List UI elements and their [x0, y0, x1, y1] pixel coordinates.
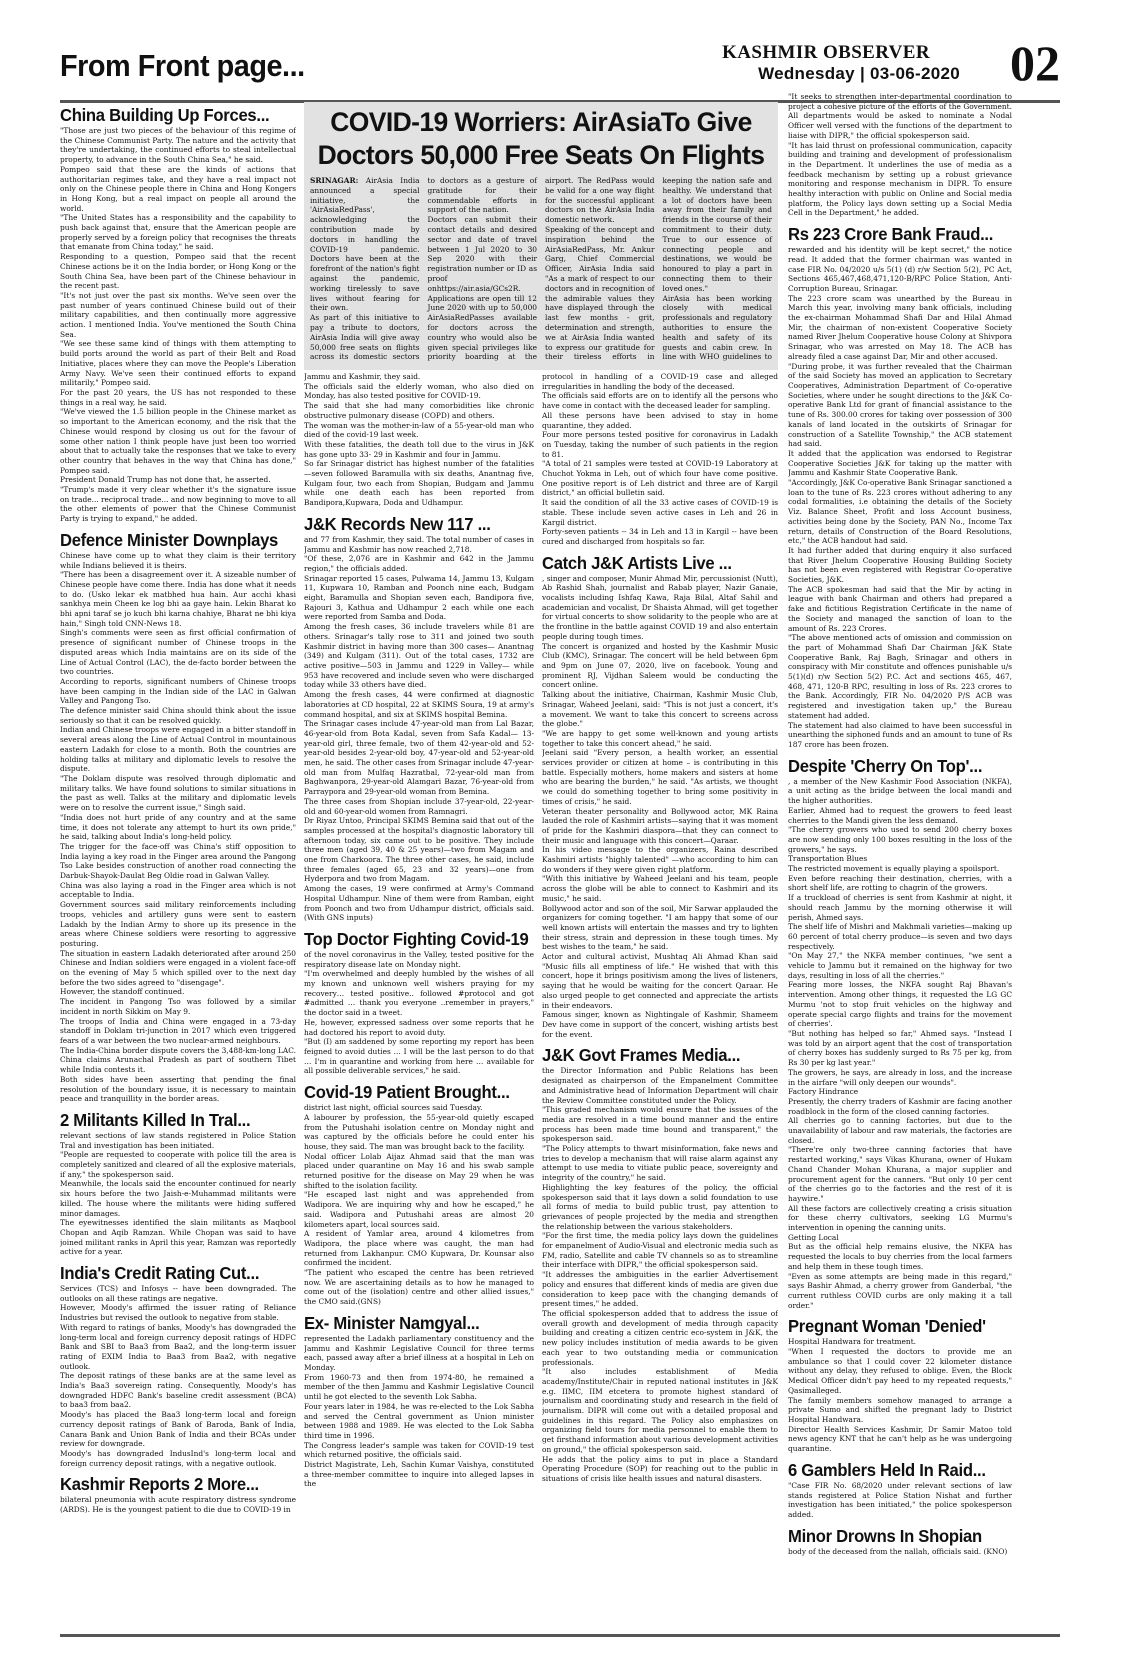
- story-paragraph: Chinese have come up to what they claim is their territory while Indians believed it is theirs.: [60, 550, 296, 570]
- story-paragraph: bilateral pneumonia with acute respiratory distress syndrome (ARDS). He is the youngest patient to die due to COVID-19 in: [60, 1495, 296, 1515]
- section-title: From Front page...: [60, 48, 305, 83]
- story-paragraph: "A total of 21 samples were tested at COVID-19 Laboratory at Chuchot Yokma in Leh, out of which four have come positive. One positive report is of Leh district and three are of Kargil district," an official bulletin said.: [542, 459, 778, 498]
- story-paragraph: "Accordingly, J&K Co-operative Bank Srinagar sanctioned a loan to the tune of Rs. 223 crores without adhering to any codal formalities, i.e obtaining the details of the Society Viz. Balance Sheet, Profit and loss Account business, activities being done by the Society, PAN No., Income Tax return, details of Construction of the Board Resolutions, etc," the ACB handout had said.: [788, 478, 1012, 546]
- story-paragraph: For the past 20 years, the US has not responded to these things in a real way, he said.: [60, 387, 296, 407]
- story-paragraph: Services (TCS) and Infosys -- have been downgraded. The outlooks on all these ratings are negative.: [60, 1284, 296, 1303]
- story-j-k-govt-frames-media: [542, 1044, 778, 1483]
- story-paragraph: Nodal officer Lolab Aijaz Ahmad said that the man was placed under quarantine on May 16 and his swab sample returned positive for the disease on May 29 when he was shifted to the isolation facility.: [304, 1151, 534, 1190]
- story-ex-minister-namgyal: [304, 1312, 534, 1489]
- story-paragraph: "On May 27," the NKFA member continues, "we sent a vehicle to Jammu but it remained on the highway for two days, resulting in loss of all the cherries.": [788, 951, 1012, 980]
- story-paragraph: Government sources said military reinforcements including troops, vehicles and artillery guns were sent to eastern Ladakh by the Indian Army to shore up its presence in the areas where Chinese soldiers were resorting to aggressive posturing.: [60, 900, 296, 948]
- story-paragraph: relevant sections of law stands registered in Police Station Tral and investigation has been initiated.: [60, 1130, 296, 1150]
- story-paragraph: Forty-seven patients -- 34 in Leh and 13 in Kargil -- have been cured and discharged from hospitals so far.: [542, 527, 778, 546]
- story-paragraph: So far Srinagar district has highest number of the fatalities—seven followed Baramulla with six deaths, Anantnag five, Kulgam four, two each from Shopian, Budgam and Jammu while one death each has been reported from Bandipora,Kupwara, Doda and Udhampur.: [304, 459, 534, 508]
- story-paragraph: The trigger for the face-off was China's stiff opposition to India laying a key road in the Finger area around the Pangong Tso Lake besides construction of another road connecting the Darbuk-Shayok-Daulat Beg Oldie road in Galwan Valley.: [60, 841, 296, 881]
- story-2-militants-killed-in-tral: [60, 1109, 296, 1257]
- story-paragraph: "The patient who escaped the centre has been retrieved now. We are ascertaining details as to how he managed to come out of the (isolation) centre and other allied issues," the CMO said.(GNS): [304, 1268, 534, 1307]
- story-paragraph: Even before reaching their destination, cherries, with a short shelf life, are rotting to chagrin of the growers.: [788, 873, 1012, 893]
- story-paragraph: But as the official help remains elusive, the NKFA has requested the locals to buy cherries from the local farmers and help them in these tough times.: [788, 1242, 1012, 1271]
- story-paragraph: It added that the application was endorsed to Registrar Cooperative Societies J&K for taking up the matter with Jammu and Kashmir State Cooperative Bank.: [788, 448, 1012, 478]
- story-headline: Covid-19 Patient Brought...: [304, 1082, 510, 1103]
- story-paragraph: The shelf life of Mishri and Makhmali varieties—making up 60 percent of total cherry produce—is seven and two days respectively.: [788, 922, 1012, 951]
- story-paragraph: "I'm overwhelmed and deeply humbled by the wishes of all my known and unknown well wishers praying for my recovery… tested positive.. followed #protocol and got #admitted … thank you everyone ..remember in prayers," the doctor said in a tweet.: [304, 969, 534, 1018]
- story-continuation: [304, 372, 534, 508]
- story-china-building-up-forces: [60, 104, 296, 524]
- story-paragraph: "For the first time, the media policy lays down the guidelines for empanelment of Audio-Visual and electronic media such as FM, radio, Satellite and cable TV channels so as to streamline their interface with DIPR," the official spokesperson said.: [542, 1231, 778, 1270]
- story-paragraph: Getting Local: [788, 1232, 839, 1242]
- story-paragraph: It had further added that during enquiry it also surfaced that River Jhelum Cooperative Housing Building Society has not been even registered with Registrar Co-operative Societies, J&K.: [788, 545, 1012, 585]
- feature-paragraph: Speaking of the concept and inspiration behind the AirAsiaRedPass, Mr. Ankur Garg, Chief Commercial Officer, AirAsia India said "As a mark of respect to our doctors and in recognition of the admirable values they have displayed through the last few months - grit, determination and strength, we at AirAsia India wanted to express our gratitude for their tireless efforts in keeping the nation safe and healthy. We understand that a lot of doctors have been away from their family and friends in the course of their commitment to their duty. True to our essence of connecting people and destinations, we would be honoured to play a part in connecting them to their loved ones.": [545, 176, 772, 362]
- story-paragraph: The deposit ratings of these banks are at the same level as India's Baa3 sovereign rating. Consequently, Moody's has downgraded HDFC Bank's baseline credit assessment (BCA) to baa3 from baa2.: [60, 1371, 296, 1410]
- story-paragraph: "We are happy to get some well-known and young artists together to take this concert ahead," he said.: [542, 728, 778, 748]
- story-paragraph: "We've viewed the 1.5 billion people in the Chinese market as so important to the American economy, and the risk that the Chinese would respond by closing us out for the favour of some other nation I think people have just been too worried about that to actually take the responses that we take to every other country that behaves in the way that China has done," Pompeo said.: [60, 407, 296, 475]
- story-paragraph: If a truckload of cherries is sent from Kashmir at night, it should reach Jammu by the morning otherwise it will perish, Ahmed says.: [788, 893, 1012, 922]
- footer-rule: [60, 1634, 1060, 1637]
- story-paragraph: The family members somehow managed to arrange a private Sumo and shifted the pregnant lady to District Hospital Handwara.: [788, 1395, 1012, 1424]
- column-4: [788, 92, 1012, 1632]
- story-paragraph: Factory Hindrance: [788, 1087, 859, 1097]
- story-headline: 2 Militants Killed In Tral...: [60, 1109, 251, 1130]
- story-paragraph: "During probe, it was further revealed that the Chairman of the said Society has moved an application to Secretary Cooperatives, Administration Department of Co-operative Societies, where under he sought directions to the J&K Co-operative Bank Ltd for grant of financial assistance to the tune of Rs. 300.00 crores for taking over possession of 300 kanals of land located in the outskirts of Srinagar for construction of a Satellite Township," the ACB statement had said.: [788, 361, 1012, 449]
- story-headline: Rs 223 Crore Bank Fraud...: [788, 224, 994, 245]
- story-paragraph: rewarded and his identity will be kept secret," the notice read. It added that the former chairman was wanted in case FIR No. 04/2020 u/s 5(1) (d) r/w Section 5(2), PC Act, Sections 465,467,468,471,120-B/RPC Police Station, Anti-Corruption Bureau, Srinagar.: [788, 245, 1012, 293]
- story-paragraph: district last night, official sources said Tuesday.: [304, 1103, 483, 1113]
- story-paragraph: All these factors are collectively creating a crisis situation for these cherry cultivators, seeking LG Murmu's intervention in opening the canning units.: [788, 1203, 1012, 1233]
- story-headline: Ex- Minister Namgyal...: [304, 1312, 480, 1333]
- story-paragraph: "This graded mechanism would ensure that the issues of the media are resolved in a time bound manner and the entire process has been made time bound and transparent," the spokesperson said.: [542, 1105, 778, 1144]
- story-paragraph: The concert is organized and hosted by the Kashmir Music Club (KMC), Srinagar. The concert will be held between 6pm and 9pm on June 07, 2020, live on facebook. Young and prominent RJ, Vijdhan Saleem would be conducting the concert online.: [542, 641, 778, 690]
- story-headline: India's Credit Rating Cut...: [60, 1263, 260, 1284]
- story-paragraph: protocol in handling of a COVID-19 case and alleged irregularities in handling the body of the deceased.: [542, 372, 778, 391]
- story-paragraph: According to reports, significant numbers of Chinese troops have been camping in the Indian side of the LAC in Galwan Valley and Pangong Tso.: [60, 676, 296, 706]
- column-3: [542, 372, 778, 1632]
- story-paragraph: "People are requested to cooperate with police till the area is completely sanitized and cleared of all the explosive materials, if any," the spokesperson said.: [60, 1150, 296, 1179]
- story-paragraph: Highlighting the key features of the policy, the official spokesperson said that it lays down a solid foundation to use all forms of media to build public trust, pay attention to grievances of people projected by the media and strengthen the relationship between the various stakeholders.: [542, 1182, 778, 1231]
- story-paragraph: Earlier, Ahmed had to request the growers to feed least cherries to the Mandi given the less demand.: [788, 805, 1012, 825]
- story-headline: China Building Up Forces...: [60, 105, 270, 125]
- feature-paragraph: AirAsia has been working closely with medical professionals and regulatory authorities to ensure the health and safety of its guests and cabin crew. In line with WHO guidelines to: [662, 293, 772, 362]
- story-paragraph: With these fatalities, the death toll due to the virus in J&K has gone upto 33- 29 in Kashmir and four in Jammu.: [304, 439, 534, 459]
- story-paragraph: "Those are just two pieces of the behaviour of this regime of the Chinese Communist Party. The nature and the activity that they're undertaking, the continued efforts to steal intellectual property, to advance in the South China Sea," he said.: [60, 126, 296, 165]
- story-paragraph: Meanwhile, the locals said the encounter continued for nearly six hours before the two Jaish-e-Muhammad militants were killed. The house where the militants were hiding suffered minor damages.: [60, 1179, 296, 1218]
- story-paragraph: "We see these same kind of things with them attempting to build ports around the world as part of their Belt and Road Initiative, places where they can move the People's Liberation Army Navy. We've seen their continued efforts to expand militarily," Pompeo said.: [60, 339, 296, 388]
- story-paragraph: "Trump's made it very clear whether it's the signature issue on trade... reciprocal trade... and now beginning to move to all the other elements of power that the Chinese Communist Party is trying to expand," he added.: [60, 485, 296, 524]
- story-paragraph: Moody's has downgraded IndusInd's long-term local and foreign currency deposit ratings, with a negative outlook.: [60, 1449, 296, 1468]
- story-paragraph: Dr Riyaz Untoo, Principal SKIMS Bemina said that out of the samples processed at the hospital's diagnostic laboratory till afternoon today, six came out to be positive. They include three men (aged 39, 40 & 25 years)—two from Magam and one from Charkoora. The three other cases, he said, include three females (aged 65, 23 and 32 years)—one from Hyderpora and two from Magam.: [304, 816, 534, 884]
- feature-paragraph: As part of this initiative to pay a tribute to doctors, AirAsia India will give away 50,000 free seats on flights across its domestic sectors to doctors as a gesture of gratitude for their commendable efforts in support of the nation.: [310, 176, 537, 362]
- story-paragraph: "The United States has a responsibility and the capability to push back against that, ensure that the American people are properly served by a foreign policy that recognises the threats that emanate from China today," he said.: [60, 213, 296, 252]
- feature-headline: COVID-19 Worriers: AirAsiaTo Give Doctors 50,000 Free Seats On Flights: [317, 107, 765, 170]
- story-paragraph: "Of these, 2,076 are in Kashmir and 642 in the Jammu region," the officials added.: [304, 554, 534, 573]
- story-6-gamblers-held-in-raid: [788, 1459, 1012, 1520]
- story-paragraph: Talking about the initiative, Chairman, Kashmir Music Club, Srinagar, Waheed Jeelani, said: "This is not just a concert, it's a movement. We want to take this concert to screens across the globe.": [542, 690, 778, 729]
- story-paragraph: and 77 from Kashmir, they said. The total number of cases in Jammu and Kashmir has now reached 2,718.: [304, 534, 534, 554]
- story-paragraph: The restricted movement is equally playing a spoilsport.: [788, 864, 1000, 874]
- story-paragraph: Both sides have been asserting that pending the final resolution of the boundary issue, it is necessary to maintain peace and tranquillity in the border areas.: [60, 1074, 296, 1104]
- story-rs-223-crore-bank-fraud: [788, 223, 1012, 750]
- story-paragraph: "The Policy attempts to thwart misinformation, fake news and tries to develop a mechanism that will raise alarm against any attempt to use media to vitiate public peace, sovereignty and integrity of the country," he said.: [542, 1144, 778, 1183]
- story-paragraph: Among the fresh cases, 44 were confirmed at diagnostic laboratories at CD hospital, 22 at SKIMS Soura, 19 at army's command hospital, and six at SKIMS hospital Bemina.: [304, 690, 534, 719]
- story-paragraph: Four more persons tested positive for coronavirus in Ladakh on Tuesday, taking the number of such patients in the region to 81.: [542, 430, 778, 459]
- story-paragraph: "The Doklam dispute was resolved through diplomatic and military talks. We have found solutions to similar situations in the past as well. Talks at the military and diplomatic levels were on to resolve the current issue," Singh said.: [60, 774, 296, 813]
- story-catch-j-k-artists-live: [542, 552, 778, 1040]
- story-paragraph: "With this initiative by Waheed Jeelani and his team, people across the globe will be able to connect to Kashmiri and its music," he said.: [542, 874, 778, 903]
- story-paragraph: District Magistrate, Leh, Sachin Kumar Vaishya, constituted a three-member committee to inquire into alleged lapses in the: [304, 1460, 534, 1489]
- story-paragraph: "It also includes establishment of Media academy/Institute/Chair in reputed national institutes in J&K e.g. IIMC, IIM etcetera to promote highest standard of journalism and coordinating study and research in the field of journalism. DIPR will come out with a detailed proposal and guidelines in this regard. The Policy also emphasizes on organizing field tours for media personnel to enable them to get firsthand information about various development activities on ground," the official spokesperson said.: [542, 1367, 778, 1454]
- story-defence-minister-downplays: [60, 529, 296, 1104]
- story-paragraph: The statement had also claimed to have been successful in unearthing the siphoned funds and an amount to tune of Rs 187 crore has been frozen.: [788, 720, 1012, 749]
- story-pregnant-woman-denied: [788, 1315, 1012, 1453]
- story-paragraph: The officials said the elderly woman, who also died on Monday, has also tested positive for COVID-19.: [304, 381, 534, 401]
- story-paragraph: The official spokesperson added that to address the issue of overall growth and development of media through capacity building and creating a citizen centric eco-system in J&K, the new policy includes institution of media awards to be given each year to two outstanding media or communication professionals.: [542, 1308, 778, 1367]
- story-paragraph: The troops of India and China were engaged in a 73-day standoff in Doklam tri-junction in 2017 which even triggered fears of a war between the two nuclear-armed neighbours.: [60, 1016, 296, 1045]
- story-paragraph: Jammu and Kashmir, they said.: [304, 372, 421, 381]
- story-paragraph: However, Moody's affirmed the issuer rating of Reliance Industries but revised the outlook to negative from stable.: [60, 1303, 296, 1323]
- story-headline: Despite 'Cherry On Top'...: [788, 755, 983, 776]
- story-paragraph: Actor and cultural activist, Mushtaq Ali Ahmad Khan said "Music fills all emptiness of life." He wished that with this concert, hope it brings positivism among the lives of listeners, saying that he would be waiting for the concert Qaraar. He also urged people to get connected and appreciate the artists in their endeavors.: [542, 952, 778, 1010]
- story-paragraph: represented the Ladakh parliamentary constituency and the Jammu and Kashmir Legislative Council for three terms each, passed away after a brief illness at a hospital in Leh on Monday.: [304, 1333, 534, 1372]
- feature-dateline: SRINAGAR:: [310, 176, 359, 185]
- story-minor-drowns-in-shopian: [788, 1525, 1012, 1557]
- feature-paragraph: [310, 176, 420, 313]
- story-paragraph: Jeelani said "Every person, a health worker, an essential services provider or citizen at home – is contributing in this battle. Especially mothers, home makers and sisters at home who are bearing the burden," he said. "As artists, we thought we could do something together to bring some positivity in times of crisis," he said.: [542, 748, 778, 806]
- story-paragraph: Presently, the cherry traders of Kashmir are facing another roadblock in the form of the closed canning factories.: [788, 1096, 1012, 1116]
- story-paragraph: The woman was the mother-in-law of a 55-year-old man who died of the covid-19 last week.: [304, 420, 534, 440]
- story-paragraph: The three cases from Shopian include 37-year-old, 22-year-old and 60-year-old women from Ramnagri.: [304, 796, 534, 816]
- story-paragraph: However, the standoff continued.: [60, 987, 185, 997]
- story-paragraph: body of the deceased from the nallah, officials said. (KNO): [788, 1546, 1008, 1556]
- story-paragraph: "Case FIR No. 68/2020 under relevant sections of law stands registered at Police Station Nishat and further investigation has been initiated," the police spokesperson added.: [788, 1480, 1012, 1519]
- feature-paragraph-text: AirAsia India announced a special initiative, the 'AirAsiaRedPass', acknowledging the contribution made by doctors in handling the COVID-19 pandemic. Doctors have been at the forefront of the nation's fight against the pandemic, working tirelessly to save lives without fearing for their own.: [310, 176, 420, 313]
- story-paragraph: Fearing more losses, the NKFA sought Raj Bhavan's intervention. Among other things, it requested the LG GC Murmu 'not to stop fruit vehicles on the highway and operate special cargo flights and trains for the movement of cherries'.: [788, 980, 1012, 1029]
- story-paragraph: It said the condition of all the 33 active cases of COVID-19 is stable. These include seven active cases in Leh and 26 in Kargil district.: [542, 498, 778, 527]
- story-paragraph: , a member of the New Kashmir Food Association (NKFA), a unit acting as the bridge between the local mandi and the higher authorities.: [788, 776, 1012, 806]
- story-paragraph: "The cherry growers who used to send 200 cherry boxes are now sending only 100 boxes resulting in the loss of the growers," he says.: [788, 825, 1012, 854]
- story-paragraph: From 1960-73 and then from 1974-80, he remained a member of the then Jammu and Kashmir Legislative Council until he got elected to the seventh Lok Sabha.: [304, 1372, 534, 1402]
- story-paragraph: "It's not just over the past six months. We've seen over the past number of years continued Chinese build out of their military capabilities, and then continually more aggressive action. I mentioned India. You've mentioned the South China Sea.: [60, 290, 296, 339]
- story-paragraph: "He escaped last night and was apprehended from Wadipora. We are inquiring why and how he escaped," he said. Wadipora and Putushahi areas are almost 20 kilometers apart, local sources said.: [304, 1190, 534, 1229]
- story-paragraph: Among the cases, 19 were confirmed at Army's Command Hospital Udhampur. Nine of them were from Ramban, eight from Poonch and two from Udhampur district, officials said. (With GNS inputs): [304, 884, 534, 923]
- story-headline: J&K Govt Frames Media...: [542, 1045, 741, 1066]
- story-india-s-credit-rating-cut: [60, 1262, 296, 1468]
- story-paragraph: the Director Information and Public Relations has been designated as chairperson of the Empanelment Committee and Administrative head of Information Department will chair the Review Committee constituted under the Policy.: [542, 1066, 778, 1105]
- story-paragraph: "But (I) am saddened by some reporting my report has been feigned to avoid duties … I will be the last person to do that … I'm in quarantine and working from here … available for all possible deliverable services," he said.: [304, 1037, 534, 1076]
- story-paragraph: The growers, he says, are already in loss, and the increase in the airfare "will only deepen our wounds".: [788, 1067, 1012, 1087]
- story-paragraph: "It addresses the ambiguities in the earlier Advertisement policy and ensures that different kinds of media are given due consideration to keep pace with the changing demands of present times," he added.: [542, 1270, 778, 1309]
- story-paragraph: "It has laid thrust on professional communication, capacity building and training and development of professionalism in the Department. It underlines the use of media as a feedback mechanism by setting up a robust grievance monitoring and response mechanism in DIPR. To ensure healthy interaction with public on Online and Social media platform, the Policy lays down setting up a Social Media Cell in the Department," he added.: [788, 140, 1012, 218]
- story-paragraph: President Donald Trump has not done that, he asserted.: [60, 475, 271, 485]
- feature-paragraph: Doctors can submit their contact details and desired sector and date of travel between 1 Jul 2020 to 30 Sep 2020 with their registration number or ID as proof onhttps://air.asia/GCs2R. Applications are open till 12 June 2020 with up to 50,000 AirAsiaRedPasses available for doctors across the country who would also be given special privileges like priority boarding at the airport. The RedPass would be valid for a one way flight for the successful applicant doctors on the AirAsia India domestic network.: [427, 176, 655, 362]
- story-continuation: [788, 92, 1012, 218]
- story-paragraph: "There're only two-three canning factories that have restarted working," says Vikas Khurana, owner of Hukam Chand Chander Mohan Khurana, a major supplier and procurement agent for the canners. "But only 10 per cent of the cherries go to the factories and the rest of it is haywire.": [788, 1145, 1012, 1203]
- story-despite-cherry-on-top: [788, 755, 1012, 1311]
- story-headline: Pregnant Woman 'Denied': [788, 1316, 986, 1337]
- story-paragraph: Singh's comments were seen as first official confirmation of presence of significant number of Chinese troops in the disputed areas which India maintains are on its side of the Line of Actual Control (LAC), the de-facto border between the two countries.: [60, 628, 296, 677]
- story-paragraph: Indian and Chinese troops were engaged in a bitter standoff in several areas along the Line of Actual Control in mountainous eastern Ladakh for close to a month. Both the countries are holding talks at military and diplomatic levels to resolve the dispute.: [60, 725, 296, 774]
- story-continuation: [542, 372, 778, 547]
- story-paragraph: Pompeo said that these are the kinds of actions that authoritarian regimes take, and they have a real impact not only on the Chinese people there in China and Hong Kongers in Hong Kong, but a real impact on people all around the world.: [60, 164, 296, 213]
- story-paragraph: He, however, expressed sadness over some reports that he had doctored his report to avoid duty.: [304, 1017, 534, 1037]
- story-paragraph: The ACB spokesman had said that the Mir by acting in league with bank Chairman and others had prepared a fake and fictitious Registration Certificate in the name of the Society and managed the sanction of loan to the amount of Rs. 223 Crores.: [788, 584, 1012, 633]
- story-j-k-records-new-117: [304, 513, 534, 923]
- story-paragraph: The said that she had many comorbidities like chronic obstructive pulmonary disease (COPD) and others.: [304, 401, 534, 420]
- story-paragraph: Four years later in 1984, he was re-elected to the Lok Sabha and served the Central government as Union minister between 1988 and 1989. He was elected to the Lok Sabha third time in 1996.: [304, 1401, 534, 1440]
- story-paragraph: All cherries go to canning factories, but due to the unavailability of labour and raw materials, the factories are closed.: [788, 1116, 1012, 1145]
- feature-body: [310, 176, 772, 366]
- story-covid-19-patient-brought: [304, 1081, 534, 1307]
- story-paragraph: In his video message to the organizers, Raina described Kashmiri artists "highly talented" —who according to him can do wonders if they were given right platform.: [542, 845, 778, 874]
- story-kashmir-reports-2-more: [60, 1473, 296, 1514]
- story-paragraph: "It seeks to strengthen inter-departmental coordination to project a cohesive picture of the efforts of the Government. All departments would be asked to nominate a Nodal Officer well versed with the functions of the department to liaise with DIPR," the official spokesperson said.: [788, 92, 1012, 140]
- story-paragraph: The Congress leader's sample was taken for COVID-19 test which returned positive, the officials said.: [304, 1440, 534, 1460]
- story-paragraph: Director Health Services Kashmir, Dr Samir Matoo told news agency KNT that he can't help as he was undergoing quarantine.: [788, 1424, 1012, 1454]
- story-headline: Defence Minister Downplays: [60, 529, 279, 550]
- story-paragraph: The Srinagar cases include 47-year-old man from Lal Bazar, 46-year-old from Bota Kadal, seven from Safa Kadal— 13-year-old girl, three female, two of them 42-year-old and 52-year-old besides 2-year-old boy, 47-year-old and 52-year-old men, he said. The other cases from Srinagar include 47-year-old man from Mulfaq Hazratbal, 72-year-old man from Baghwanpora, 29-year-old Alamgari Bazar, 76-year-old from Parraypora and 29-year-old woman from Bemina.: [304, 719, 534, 797]
- story-paragraph: All these persons have been advised to stay in home quarantine, they added.: [542, 410, 778, 430]
- feature-story: [304, 102, 778, 370]
- story-paragraph: The eyewitnesses identified the slain militants as Maqbool Chopan and Aqib Ramzan. While Chopan was said to have joined militant ranks in April this year, Ramzan was reportedly active for a year.: [60, 1218, 296, 1257]
- masthead: [60, 35, 1060, 100]
- story-paragraph: Transportation Blues: [788, 854, 868, 864]
- story-paragraph: Veteran theater personality and Bollywood actor, MK Raina lauded the role of Kashmiri artists—saying that it was moment of pride for the Kashmiri diaspora—that they can connect to their music and language with this concert—Qaraar.: [542, 806, 778, 845]
- story-headline: Top Doctor Fighting Covid-19: [304, 928, 529, 949]
- story-headline: Catch J&K Artists Live ...: [542, 552, 732, 573]
- story-paragraph: He adds that the policy aims to put in place a Standard Operating Procedure (SOP) for reaching out to the public in situations of crisis like health issues and natural disasters.: [542, 1454, 778, 1483]
- column-1: [60, 104, 296, 1632]
- story-headline: Minor Drowns In Shopian: [788, 1525, 982, 1546]
- story-paragraph: The officials said efforts are on to identify all the persons who have come in contact with the deceased leader for sampling.: [542, 391, 778, 411]
- story-paragraph: The defence minister said China should think about the issue seriously so that it can be resolved quickly.: [60, 706, 296, 725]
- story-paragraph: Srinagar reported 15 cases, Pulwama 14, Jammu 13, Kulgam 11, Kupwara 10, Ramban and Poonch nine each, Budgam eight, Baramulla and Shopian seven each, Bandipora five, Rajouri 3, Kathua and Udhampur 2 each while one each were reported from Samba and Doda.: [304, 573, 534, 622]
- story-top-doctor-fighting-covid-19: [304, 928, 534, 1076]
- story-paragraph: of the novel coronavirus in the Valley, tested positive for the respiratory disease late on Monday night.: [304, 949, 534, 969]
- story-paragraph: , singer and composer, Munir Ahmad Mir, percussionist (Nutt), Ab Rashid Shah, journalist and Rabab player, Nazir Ganaie, vocalists including Ishfaq Kawa, Raja Bilal, Altaf Sahil and academician and vocalist, Dr Shaista Ahmad, will get together for virtual concerts to show solidarity to the people who are at the frontline in the battle against COVID 19 and also entertain people during tough times.: [542, 573, 778, 641]
- story-headline: 6 Gamblers Held In Raid...: [788, 1459, 986, 1480]
- story-paragraph: Bollywood actor and son of the soil, Mir Sarwar applauded the organizers for coming together. "I am happy that some of our well known artists will entertain the masses and try to lighten their stress, strain and depression in these tough times. My best wishes to the team," he said.: [542, 903, 778, 952]
- story-paragraph: A labourer by profession, the 55-year-old quietly escaped from the Putushahi isolation centre on Monday night and was captured by the officials before he could enter his house, they said. The man was brought back to the facility.: [304, 1112, 534, 1151]
- story-paragraph: "Even as some attempts are being made in this regard," says Bashir Ahmad, a cherry grower from Ganderbal, "the current ruthless COVID curbs are only making it a tall order.": [788, 1271, 1012, 1310]
- story-paragraph: Famous singer, known as Nightingale of Kashmir, Shameem Dev have come in support of the concert, wishing artists best for the event.: [542, 1010, 778, 1039]
- story-paragraph: A resident of Yamlar area, around 4 kilometres from Wadipora, the place where was caught, the man had returned from Lakhanpur. CMO Kupwara, Dr. Kounsar also confirmed the incident.: [304, 1229, 534, 1268]
- story-paragraph: China was also laying a road in the Finger area which is not acceptable to India.: [60, 880, 296, 900]
- story-paragraph: The situation in eastern Ladakh deteriorated after around 250 Chinese and Indian soldiers were engaged in a violent face-off on the evening of May 5 which spilled over to the next day before the two sides agreed to "disengage".: [60, 948, 296, 987]
- newspaper-name: KASHMIR OBSERVER: [722, 42, 930, 63]
- story-paragraph: Among the fresh cases, 36 include travelers while 81 are others. Srinagar's tally rose to 311 and joined two south Kashmir district in having more than 300 cases— Anantnag (349) and Kulgam (311). Out of the total cases, 1732 are active positive—503 in Jammu and 1229 in Valley— while 953 have recovered and include seven who were discharged today while 33 others have died.: [304, 622, 534, 690]
- story-paragraph: The incident in Pangong Tso was followed by a similar incident in north Sikkim on May 9.: [60, 997, 296, 1016]
- story-paragraph: "The above mentioned acts of omission and commission on the part of Mohammad Shafi Dar Chairman J&K State Cooperative Bank, Raj Bagh, Srinagar and others in conspiracy with Mir constitute and offences punishable u/s 5(1)(d) r/w Section 5(2) P.C. Act and sections 465, 467, 468, 471, 120-B RPC, resulting in loss of Rs. 223 crores to the Bank. Accordingly, FIR No. 04/2020 P/S ACB was registered and investigation taken up," the Bureau statement had added.: [788, 633, 1012, 720]
- story-paragraph: "When I requested the doctors to provide me an ambulance so that I could cover 22 kilometer distance without any delay, they refused to oblige. Even, the Block Medical Officer didn't pay heed to my repeated requests," Qasimalleged.: [788, 1347, 1012, 1395]
- issue-date: Wednesday | 03-06-2020: [758, 64, 960, 83]
- story-headline: Kashmir Reports 2 More...: [60, 1474, 259, 1495]
- story-headline: J&K Records New 117 ...: [304, 513, 491, 534]
- story-paragraph: The India-China border dispute covers the 3,488-km-long LAC. China claims Arunachal Pradesh as part of southern Tibet while India contests it.: [60, 1045, 296, 1075]
- story-paragraph: With regard to ratings of banks, Moody's has downgraded the long-term local and foreign currency deposit ratings of HDFC Bank and SBI to Baa3 from Baa2, and the long-term issuer rating of EXIM India to Baa3 from Baa2, with negative outlook.: [60, 1322, 296, 1371]
- story-paragraph: The 223 crore scam was unearthed by the Bureau in March this year, involving many bank officials, including the ex-chairman Mohammad Shafi Dar and Hilal Ahmad Mir, the chairman of non-existent Cooperative Society named River Jhelum Cooperative house Colony at Shivpora Srinagar, who was arrested on May 18. The ACB has already filed a case against Dar, Mir and other accused.: [788, 293, 1012, 361]
- story-paragraph: Moody's has placed the Baa3 long-term local and foreign currency deposit ratings of Bank of Baroda, Bank of India, Canara Bank and Union Bank of India and their BCAs under review for downgrade.: [60, 1410, 296, 1449]
- page-number: 02: [1010, 35, 1060, 91]
- column-2: [304, 372, 534, 1632]
- story-paragraph: Hospital Handwara for treatment.: [788, 1337, 917, 1347]
- story-paragraph: Responding to a question, Pompeo said that the recent Chinese actions be it on the India border, or Hong Kong or the South China Sea, have been part of the Chinese behaviour in the recent past.: [60, 252, 296, 291]
- story-paragraph: "India does not hurt pride of any country and at the same time, it does not tolerate any attempt to hurt its own pride," he said, talking about India's long-held policy.: [60, 812, 296, 842]
- story-paragraph: "There has been a disagreement over it. A sizeable number of Chinese people have come there. India has done what it needs to do. (Usko lekar ek matbhed hua hain. Aur acchi khasi sankhya mein Cheen ke log bhi aa gaye hain. Lekin Bharat ko bhi apni taraf se jo kuch bhi karna chahiye, Bharat ne bhi kiya hain," Singh told CNN-News 18.: [60, 570, 296, 628]
- story-paragraph: "But nothing has helped so far," Ahmed says. "Instead I was told by an airport agent that the cost of transportation of cherry boxes has suddenly surged to Rs 75 per kg, from Rs 30 per kg last year.": [788, 1028, 1012, 1068]
